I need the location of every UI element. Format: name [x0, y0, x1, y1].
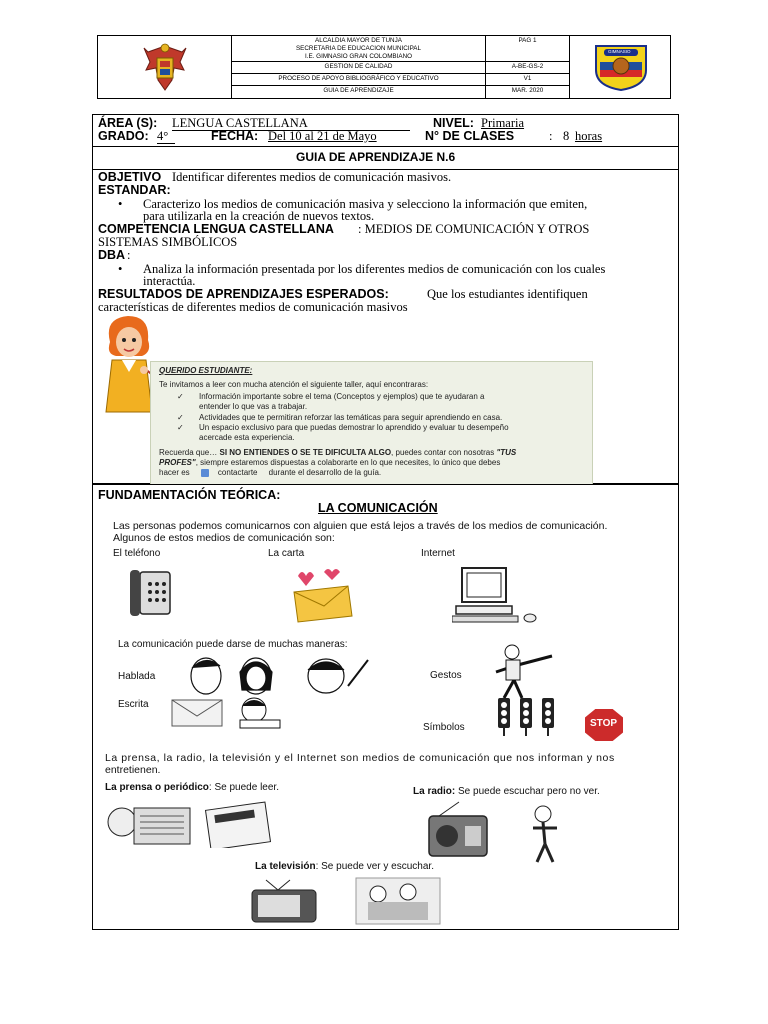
header-process-2: PROCESO DE APOYO BIBLIOGRÁFICO Y EDUCATIVO: [232, 74, 485, 86]
note-title: QUERIDO ESTUDIANTE:: [159, 366, 253, 375]
resultados-label: RESULTADOS DE APRENDIZAJES ESPERADOS:: [98, 287, 389, 301]
competencia-text: : MEDIOS DE COMUNICACIÓN Y OTROS: [358, 222, 590, 236]
guide-title: GUIA DE APRENDIZAJE N.6: [296, 150, 456, 164]
dba-colon: :: [127, 248, 131, 262]
nivel-value: Primaria: [481, 116, 525, 130]
header-page: PAG 1: [486, 36, 569, 62]
radio-text: La radio: Se puede escuchar pero no ver.: [413, 786, 600, 797]
header-line-1: ALCALDIA MAYOR DE TUNJA: [315, 37, 402, 44]
radio-illustration: [425, 800, 585, 866]
clases-value: 8: [563, 129, 570, 143]
media-line-2: entretienen.: [105, 764, 161, 776]
letter-icon: [290, 566, 354, 624]
telephone-icon: [126, 566, 176, 620]
escrita-label: Escrita: [118, 699, 149, 710]
writing-illustration: [170, 696, 290, 730]
theory-heading: FUNDAMENTACIÓN TEÓRICA:: [98, 488, 281, 502]
area-label: ÁREA (S):: [98, 116, 158, 130]
carta-label: La carta: [268, 548, 305, 559]
fecha-label: FECHA:: [211, 129, 259, 143]
objetivo-label: OBJETIVO: [98, 170, 162, 184]
tv-text: La televisión: Se puede ver y escuchar.: [255, 861, 434, 872]
internet-label: Internet: [421, 548, 455, 559]
note-footer-2: PROFES", siempre estaremos dispuestas a colaborarte en lo que necesites, lo único que debes: [159, 458, 501, 467]
divider: [92, 484, 679, 485]
header-line-3: I.E. GIMNASIO GRAN COLOMBIANO: [304, 53, 413, 60]
note-item-1-a: Información importante sobre el tema (Conceptos y ejemplos) que te ayudaran a: [199, 392, 485, 401]
note-footer-3: hacer es contactarte durante el desarrollo de la guía.: [159, 468, 382, 478]
theory-intro-2: Algunos de estos medios de comunicación son:: [113, 532, 335, 544]
note-item-1-b: entender lo que vas a trabajar.: [199, 402, 308, 411]
header-process-3: GUIA DE APRENDIZAJE: [323, 87, 394, 94]
hablada-label: Hablada: [118, 671, 156, 682]
header-process-1: GESTION DE CALIDAD: [232, 62, 485, 74]
telefono-label: El teléfono: [113, 548, 161, 559]
stop-sign-text: STOP: [590, 718, 618, 729]
header-left-logo-cell: [98, 36, 232, 98]
estandar-line-2: para utilizarla en la creación de nuevos textos.: [143, 209, 375, 223]
simbolos-label: Símbolos: [423, 722, 465, 733]
dba-line-2: interactúa.: [143, 274, 196, 288]
gesture-person-illustration: [488, 642, 558, 700]
area-value: LENGUA CASTELLANA: [172, 117, 410, 131]
note-intro: Te invitamos a leer con mucha atención el siguiente taller, aquí encontraras:: [159, 380, 429, 389]
dba-line-1: Analiza la información presentada por los diferentes medios de comunicación con los cuales: [143, 262, 606, 276]
clases-label: N° DE CLASES: [425, 129, 515, 143]
clases-unit: horas: [575, 129, 603, 143]
objetivo-text: Identificar diferentes medios de comunicación masivos.: [172, 170, 452, 184]
note-item-3-b: acercade esta experiencia.: [199, 433, 295, 442]
header-code: A-BE-GS-2: [486, 62, 569, 74]
dba-label: DBA: [98, 248, 126, 262]
computer-icon: [452, 566, 538, 624]
document-header: [97, 35, 671, 99]
nivel-label: NIVEL:: [433, 116, 474, 130]
competencia-label: COMPETENCIA LENGUA CASTELLANA: [98, 222, 334, 236]
maneras-text: La comunicación puede darse de muchas maneras:: [118, 639, 348, 650]
resultados-line-2: características de diferentes medios de comunicación masivos: [98, 300, 408, 314]
gestos-label: Gestos: [430, 670, 462, 681]
traffic-lights-icon: [496, 696, 558, 736]
note-item-2: Actividades que te permitiran reforzar las temáticas para seguir aprendiendo en casa.: [199, 413, 503, 422]
resultados-line-1: Que los estudiantes identifiquen: [427, 287, 588, 301]
phone-small-icon: [200, 468, 210, 478]
competencia-text-2: SISTEMAS SIMBÓLICOS: [98, 235, 238, 249]
prensa-text: La prensa o periódico: Se puede leer.: [105, 782, 279, 793]
theory-title: LA COMUNICACIÓN: [318, 501, 438, 515]
header-institution-cell: [232, 36, 486, 98]
note-footer-1: Recuerda que… SI NO ENTIENDES O SE TE DIFICULTA ALGO, puedes contar con nosotras "TUS: [159, 448, 517, 457]
shield-text: GIMNASIO: [608, 49, 631, 54]
theory-intro-1: Las personas podemos comunicarnos con alguien que está lejos a través de los medios de comunicación.: [113, 520, 608, 532]
grado-label: GRADO:: [98, 129, 149, 143]
newspaper-illustration: [100, 800, 300, 848]
header-date: MAR. 2020: [511, 87, 544, 94]
estandar-label: ESTANDAR:: [98, 183, 171, 197]
divider: [92, 146, 679, 147]
fecha-value: Del 10 al 21 de Mayo: [268, 129, 377, 143]
grado-value: 4°: [157, 130, 175, 144]
header-right-logo-cell: [570, 36, 672, 98]
television-illustration: [248, 876, 442, 926]
header-version: V1: [486, 74, 569, 86]
estandar-line-1: Caracterizo los medios de comunicación masiva y selecciono la información que emiten,: [143, 197, 588, 211]
header-codes-cell: [486, 36, 570, 98]
coat-of-arms-icon: [140, 40, 190, 94]
header-line-2: SECRETARIA DE EDUCACION MUNICIPAL: [295, 45, 422, 52]
note-item-3-a: Un espacio exclusivo para que puedas demostrar lo aprendido y evaluar tu desempeño: [199, 423, 509, 432]
student-note: QUERIDO ESTUDIANTE: Te invitamos a leer con mucha atención el siguiente taller, aquí encontraras: ✓ Información importante sobre el tema (Conceptos y ejemplos) que te ayudaran a entender lo que vas a trabajar. ✓ Actividades que te permitiran reforzar las temáticas para seguir aprendiendo en casa. ✓ Un espacio exclusivo para que puedas demostrar lo aprendido y evaluar tu desempeño acercade esta experiencia. Recuerda que… SI NO ENTIENDES O SE TE DIFICULTA ALGO, puedes contar con nosotras "TUS PROFES", siempre estaremos dispuestas a colaborarte en lo que necesites, lo único que debes hacer es contactarte durante el desarrollo de la guía.: [150, 361, 593, 485]
speaking-faces-illustration: [186, 654, 372, 696]
media-line-1: La prensa, la radio, la televisión y el Internet son medios de comunicación que nos informan y nos: [105, 752, 615, 764]
